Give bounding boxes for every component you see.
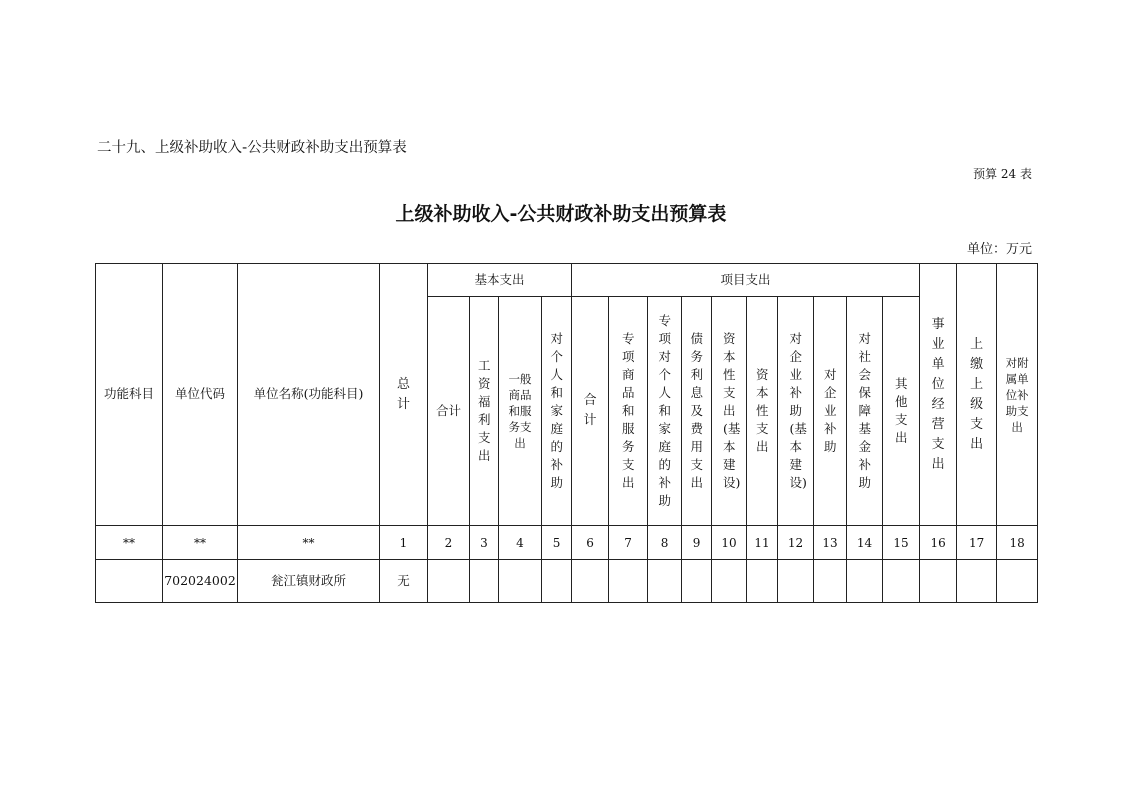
header-special-personal: 专项对个人和家庭的补助 — [648, 297, 682, 526]
index-cell: ** — [163, 526, 238, 560]
cell-empty — [847, 560, 883, 603]
header-total: 总计 — [380, 264, 428, 526]
cell-empty — [957, 560, 997, 603]
header-project-sum: 合计 — [572, 297, 609, 526]
index-cell: ** — [238, 526, 380, 560]
index-cell: 15 — [883, 526, 920, 560]
index-cell: 10 — [712, 526, 747, 560]
unit-label: 单位：万元 — [966, 242, 1032, 257]
cell-empty — [712, 560, 747, 603]
cell-empty — [778, 560, 814, 603]
index-cell: 17 — [957, 526, 997, 560]
header-social: 对社会保障基金补助 — [847, 297, 883, 526]
header-basic-sum: 合计 — [428, 297, 470, 526]
header-salary: 工资福利支出 — [470, 297, 499, 526]
index-cell: 8 — [648, 526, 682, 560]
header-capital: 资本性支出 — [747, 297, 778, 526]
header-affiliated: 对附属单位补助支出 — [997, 264, 1038, 526]
index-row — [96, 526, 1038, 560]
cell-empty — [499, 560, 542, 603]
index-cell: 5 — [542, 526, 572, 560]
cell-empty — [470, 560, 499, 603]
cell-empty — [997, 560, 1038, 603]
header-special-goods: 专项商品和服务支出 — [609, 297, 648, 526]
cell-unit-name: 瓮江镇财政所 — [238, 560, 380, 603]
index-cell: 9 — [682, 526, 712, 560]
cell-unit-code: 702024002 — [163, 560, 238, 603]
table-number: 预算 24 表 — [973, 167, 1032, 181]
cell-empty — [648, 560, 682, 603]
index-cell: 16 — [920, 526, 957, 560]
page-title: 上级补助收入-公共财政补助支出预算表 — [395, 203, 727, 225]
header-other: 其他支出 — [883, 297, 920, 526]
table-row — [96, 560, 1038, 603]
index-cell: 3 — [470, 526, 499, 560]
index-cell: 1 — [380, 526, 428, 560]
header-row-group — [96, 264, 1038, 297]
cell-empty — [883, 560, 920, 603]
cell-empty — [609, 560, 648, 603]
header-unit-code: 单位代码 — [163, 264, 238, 526]
index-cell: 13 — [814, 526, 847, 560]
header-general: 一般商品和服务支出 — [499, 297, 542, 526]
header-debt: 债务利息及费用支出 — [682, 297, 712, 526]
header-ent: 对企业补助 — [814, 297, 847, 526]
header-unit-name: 单位名称(功能科目) — [238, 264, 380, 526]
header-project-group: 项目支出 — [572, 264, 920, 297]
header-turn-in: 上缴上级支出 — [957, 264, 997, 526]
cell-empty — [814, 560, 847, 603]
index-cell: 4 — [499, 526, 542, 560]
section-title: 二十九、上级补助收入-公共财政补助支出预算表 — [97, 140, 407, 156]
cell-func-subject — [96, 560, 163, 603]
index-cell: 12 — [778, 526, 814, 560]
cell-empty — [428, 560, 470, 603]
cell-empty — [682, 560, 712, 603]
header-personal: 对个人和家庭的补助 — [542, 297, 572, 526]
header-capital-basic: 资本性支出(基本建设) — [712, 297, 747, 526]
index-cell: ** — [96, 526, 163, 560]
index-cell: 6 — [572, 526, 609, 560]
index-cell: 18 — [997, 526, 1038, 560]
cell-total: 无 — [380, 560, 428, 603]
header-biz-unit: 事业单位经营支出 — [920, 264, 957, 526]
cell-empty — [747, 560, 778, 603]
cell-empty — [542, 560, 572, 603]
header-basic-group: 基本支出 — [428, 264, 572, 297]
header-func-subject: 功能科目 — [96, 264, 163, 526]
cell-empty — [572, 560, 609, 603]
index-cell: 11 — [747, 526, 778, 560]
index-cell: 14 — [847, 526, 883, 560]
index-cell: 7 — [609, 526, 648, 560]
index-cell: 2 — [428, 526, 470, 560]
cell-empty — [920, 560, 957, 603]
header-ent-basic: 对企业补助(基本建设) — [778, 297, 814, 526]
budget-table — [95, 263, 1038, 603]
